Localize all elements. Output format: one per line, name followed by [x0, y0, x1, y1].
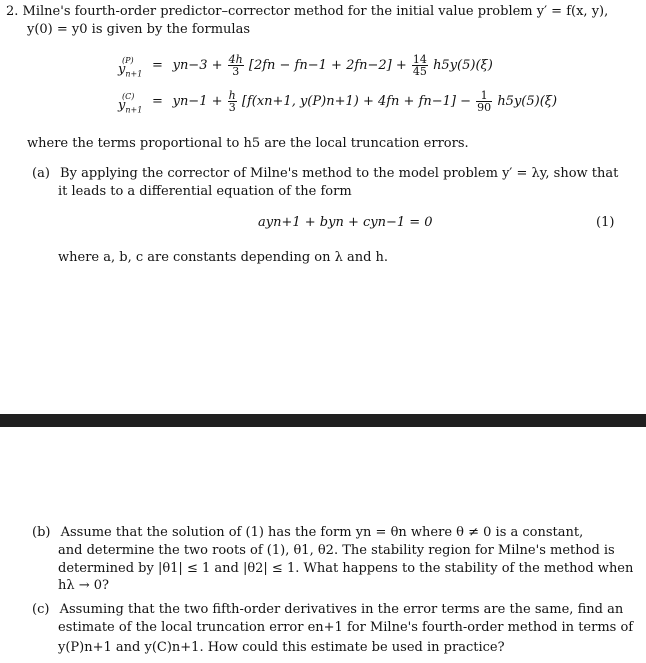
corrector-fraction-1-num: h [228, 89, 236, 102]
part-a-line-3 [58, 249, 388, 267]
predictor-equals: = [152, 58, 163, 73]
predictor-fraction-1-num: 4h [228, 53, 243, 66]
part-a-text-2: it leads to a differential equation of the form [58, 184, 352, 199]
truncation-note-text: where the terms proportional to h5 are the local truncation errors. [27, 136, 469, 151]
predictor-fraction-2-den: 45 [412, 65, 427, 78]
problem-intro-line-2 [27, 21, 250, 39]
corrector-rhs-b: [f(xn+1, y(P)n+1) + 4fn + fn−1] − [241, 94, 472, 109]
part-b-line-1 [32, 524, 583, 542]
part-c-text-3: y(P)n+1 and y(C)n+1. How could this estimate be used in practice? [58, 640, 505, 655]
part-c-text-2: estimate of the local truncation error en+1 for Milne's fourth-order method in terms of [58, 620, 634, 635]
predictor-label-sup: (P) [122, 56, 134, 66]
part-c-label: (c) [32, 602, 50, 617]
corrector-label-sup: (C) [122, 92, 135, 102]
problem-intro-line-1 [6, 3, 608, 21]
difference-equation [258, 214, 433, 232]
predictor-rhs-c: h5y(5)(ξ) [433, 58, 493, 73]
predictor-fraction-2-num: 14 [412, 53, 427, 66]
problem-number: 2. [6, 4, 19, 19]
truncation-note [27, 135, 469, 153]
part-a-text-3: where a, b, c are constants depending on λ and h. [58, 250, 389, 265]
predictor-formula [118, 54, 493, 77]
corrector-rhs-c: h5y(5)(ξ) [497, 94, 558, 109]
part-b-line-3 [58, 560, 633, 578]
corrector-fraction-2-den: 90 [477, 101, 492, 114]
predictor-fraction-1 [228, 54, 244, 77]
part-a-text-1: By applying the corrector of Milne's method to the model problem y′ = λy, show that [60, 166, 619, 181]
predictor-fraction-2 [412, 54, 428, 77]
corrector-fraction-2-num: 1 [476, 90, 492, 102]
part-b-line-2 [58, 542, 615, 560]
corrector-fraction-1-den: 3 [228, 101, 236, 114]
predictor-rhs-b: [2fn − fn−1 + 2fn−2] + [248, 58, 407, 73]
difference-equation-text: ayn+1 + byn + cyn−1 = 0 [258, 215, 433, 230]
part-c-text-1: Assuming that the two fifth-order derivatives in the error terms are the same, find an [59, 602, 624, 617]
part-a-line-2 [58, 183, 352, 201]
corrector-label: (C) $y_{n+1}$ [118, 92, 143, 115]
predictor-label-sub: n+1 [125, 69, 143, 79]
part-b-text-2: and determine the two roots of (1), θ1, θ2. The stability region for Milne's method is [58, 543, 615, 558]
predictor-label: (P) $y_{n+1}$ [118, 56, 143, 79]
corrector-fraction-2 [476, 90, 492, 113]
part-b-text-4: hλ → 0? [58, 578, 110, 593]
part-c-line-3 [58, 639, 505, 657]
part-b-label: (b) [32, 525, 51, 540]
part-b-text-1: Assume that the solution of (1) has the form yn = θn where θ ≠ 0 is a constant, [60, 525, 584, 540]
part-a-label: (a) [32, 166, 50, 181]
part-b-line-4 [58, 577, 109, 595]
corrector-label-sub: n+1 [125, 105, 143, 115]
corrector-fraction-1 [228, 90, 237, 113]
corrector-formula [118, 90, 557, 113]
part-a-line-1 [32, 165, 618, 183]
predictor-fraction-1-den: 3 [232, 65, 240, 78]
part-b-text-3: determined by |θ1| ≤ 1 and |θ2| ≤ 1. What happens to the stability of the method when [58, 561, 634, 576]
page-break-band [0, 414, 646, 427]
part-c-line-1 [32, 601, 623, 619]
part-c-line-2 [58, 619, 633, 637]
problem-intro-text-2: y(0) = y0 is given by the formulas [27, 22, 250, 37]
corrector-equals: = [152, 94, 163, 109]
corrector-rhs-a: yn−1 + [172, 94, 223, 109]
equation-number [596, 214, 614, 232]
problem-intro-text-1: Milne's fourth-order predictor–corrector method for the initial value problem y′ = f(x, y), [22, 4, 609, 19]
equation-number-text: (1) [596, 215, 615, 230]
predictor-rhs-a: yn−3 + [172, 58, 223, 73]
